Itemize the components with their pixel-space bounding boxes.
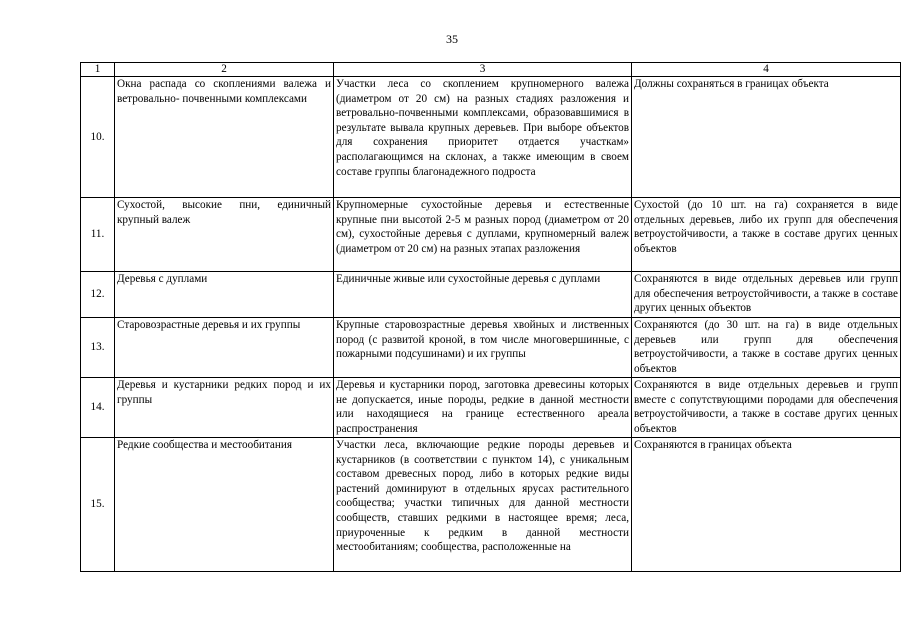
table-row bbox=[81, 272, 901, 318]
description-cell: Участки леса, включающие редкие породы деревьев и кустарников (в соответствии с пунктом 14), с уникальным составом древесных пород, либо в которых редкие виды растений доминируют в отдельных ярусах растительного сообщества; участки типичных для данной местности сообществ, ставших редкими в настоящее время; леса, приуроченные к редким в данной местности местообитаниям; сообщества, расположенные на bbox=[334, 438, 632, 572]
page-number: 35 bbox=[446, 32, 458, 46]
description-cell: Участки леса со скоплением крупномерного валежа (диаметром от 20 см) на разных стадиях разложения и ветровально-почвенными комплексами, образовавшимися в результате вывала крупных деревьев. При выборе объектов для сохранения приоритет отдается участкам» располагающимся на склонах, а также имеющим в своем составе группы благонадежного подроста bbox=[334, 77, 632, 198]
header-col-4: 4 bbox=[632, 63, 901, 77]
requirement-cell: Сохраняются в границах объекта bbox=[632, 438, 901, 572]
description-cell: Крупномерные сухостойные деревья и естественные крупные пни высотой 2-5 м разных пород (диаметром от 20 см), сухостойные деревья с дуплами, крупномерный валеж (диаметром от 20 см) на разных этапах разложения bbox=[334, 198, 632, 272]
row-number: 12. bbox=[81, 272, 115, 318]
row-number: 15. bbox=[81, 438, 115, 572]
header-col-2: 2 bbox=[115, 63, 334, 77]
header-col-1: 1 bbox=[81, 63, 115, 77]
description-cell: Единичные живые или сухостойные деревья с дуплами bbox=[334, 272, 632, 318]
table-row bbox=[81, 198, 901, 272]
description-cell: Крупные старовозрастные деревья хвойных и лиственных пород (с развитой кроной, в том числе многовершинные, с пожарными подсушинами) и их группы bbox=[334, 318, 632, 378]
requirement-cell: Должны сохраняться в границах объекта bbox=[632, 77, 901, 198]
requirement-cell: Сохраняются в виде отдельных деревьев и групп вместе с сопутствующими породами для обеспечения ветроустойчивости, а также в составе других ценных объектов bbox=[632, 378, 901, 438]
object-type-cell: Сухостой, высокие пни, единичный крупный валеж bbox=[115, 198, 334, 272]
requirements-table bbox=[80, 62, 901, 572]
description-cell: Деревья и кустарники пород, заготовка древесины которых не допускается, иные породы, редкие в данной местности или находящиеся на границе естественного ареала распространения bbox=[334, 378, 632, 438]
table-row bbox=[81, 77, 901, 198]
object-type-cell: Деревья и кустарники редких пород и их группы bbox=[115, 378, 334, 438]
table-row bbox=[81, 318, 901, 378]
requirement-cell: Сухостой (до 10 шт. на га) сохраняется в виде отдельных деревьев, либо их групп для обеспечения ветроустойчивости, а также в составе других ценных объектов bbox=[632, 198, 901, 272]
row-number: 14. bbox=[81, 378, 115, 438]
header-col-3: 3 bbox=[334, 63, 632, 77]
object-type-cell: Деревья с дуплами bbox=[115, 272, 334, 318]
table-header-row bbox=[81, 63, 901, 77]
row-number: 11. bbox=[81, 198, 115, 272]
requirement-cell: Сохраняются (до 30 шт. на га) в виде отдельных деревьев или групп для обеспечения ветроустойчивости, а также в составе других ценных объектов bbox=[632, 318, 901, 378]
row-number: 10. bbox=[81, 77, 115, 198]
table-row bbox=[81, 378, 901, 438]
row-number: 13. bbox=[81, 318, 115, 378]
object-type-cell: Старовозрастные деревья и их группы bbox=[115, 318, 334, 378]
object-type-cell: Редкие сообщества и местообитания bbox=[115, 438, 334, 572]
table-row bbox=[81, 438, 901, 572]
requirement-cell: Сохраняются в виде отдельных деревьев или групп для обеспечения ветроустойчивости, а также в составе других ценных объектов bbox=[632, 272, 901, 318]
object-type-cell: Окна распада со скоплениями валежа и ветровально- почвенными комплексами bbox=[115, 77, 334, 198]
